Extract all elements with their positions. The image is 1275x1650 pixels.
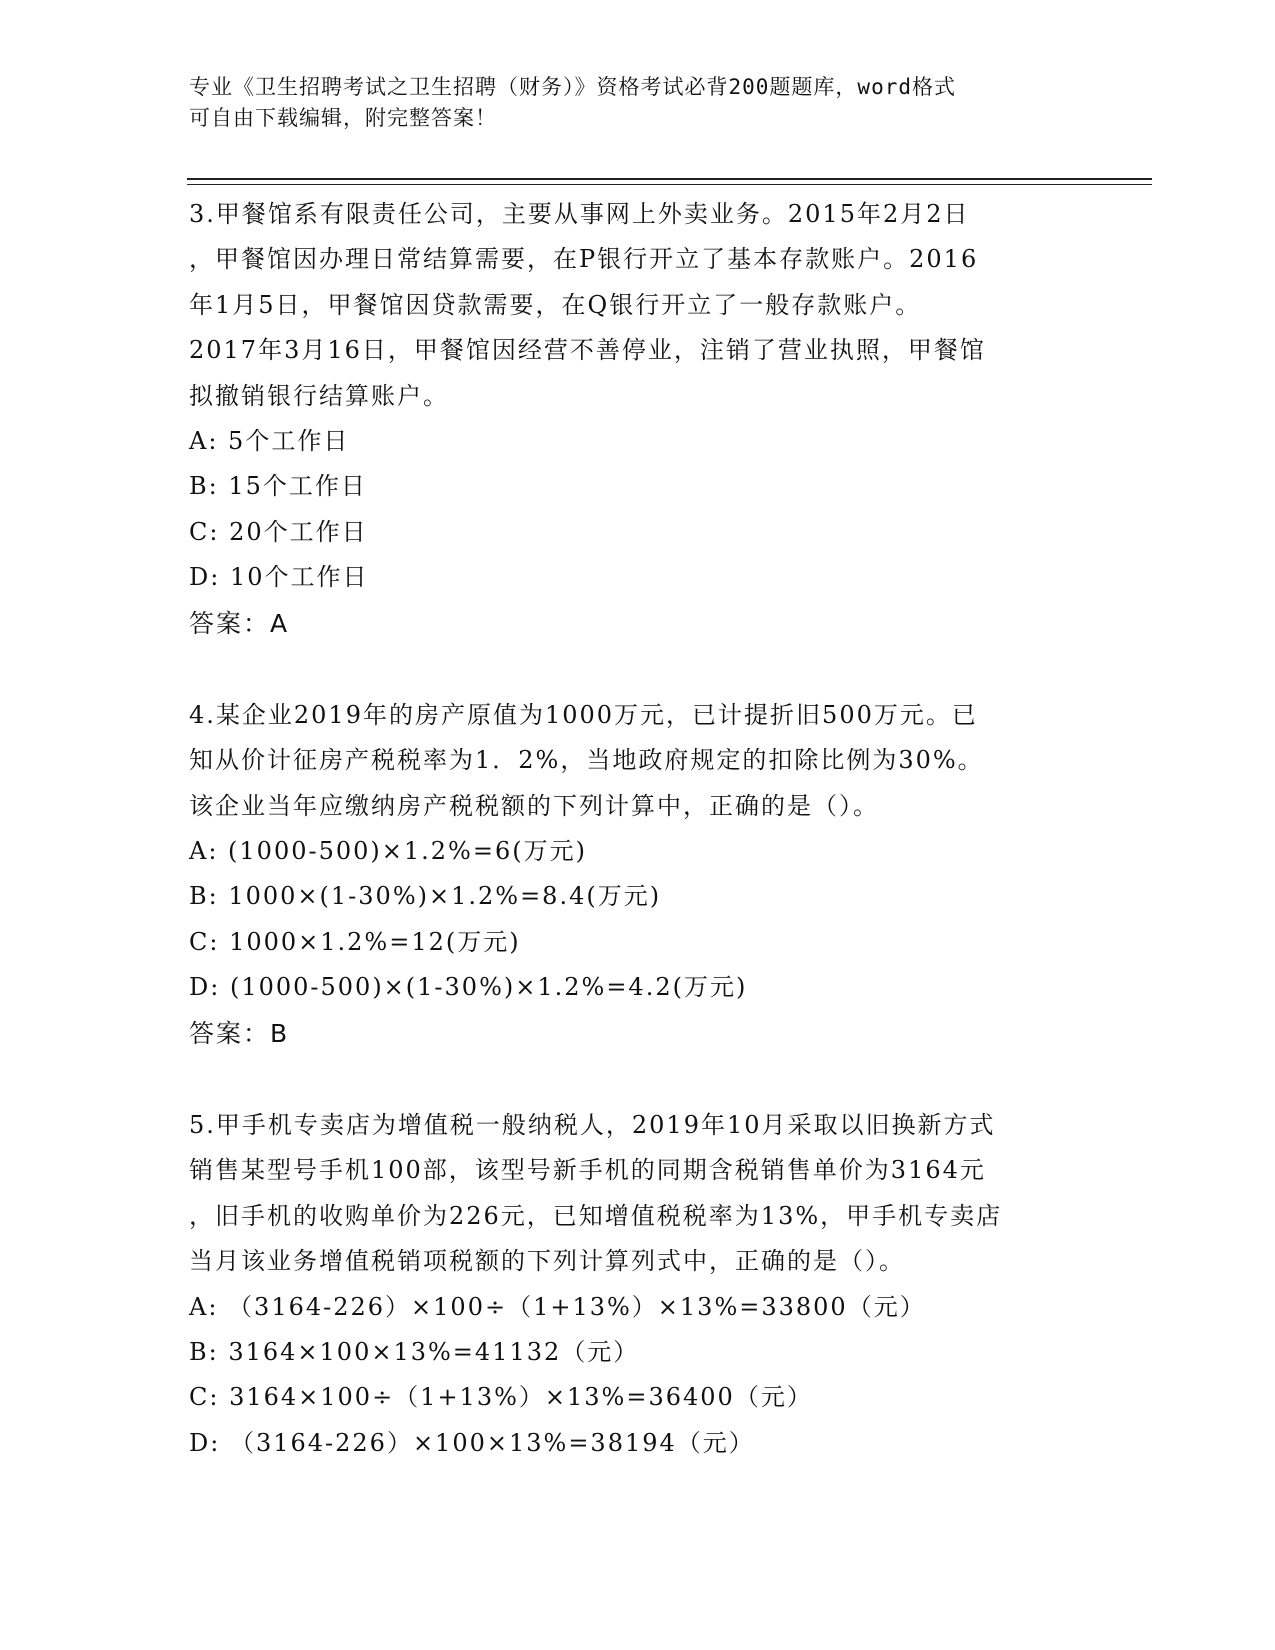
option-d: D: (1000-500)×(1-30%)×1.2%=4.2(万元) bbox=[189, 973, 748, 1002]
question-text-line: ，甲餐馆因办理日常结算需要，在P银行开立了基本存款账户。2016 bbox=[189, 245, 979, 274]
question-text-line: 年1月5日，甲餐馆因贷款需要，在Q银行开立了一般存款账户。 bbox=[189, 290, 922, 319]
option-a: A: 5个工作日 bbox=[189, 426, 350, 455]
option-b: B: 15个工作日 bbox=[189, 472, 367, 501]
option-c: C: 1000×1.2%=12(万元) bbox=[189, 927, 521, 956]
option-b: B: 1000×(1-30%)×1.2%=8.4(万元) bbox=[189, 882, 662, 911]
question-text-line: 知从价计征房产税税率为1．2%，当地政府规定的扣除比例为30%。 bbox=[189, 746, 984, 775]
option-d: D: （3164-226）×100×13%=38194（元） bbox=[189, 1428, 755, 1457]
question-spacer bbox=[189, 646, 1089, 693]
question-text-line: 销售某型号手机100部，该型号新手机的同期含税销售单价为3164元 bbox=[189, 1156, 986, 1185]
option-a: A: (1000-500)×1.2%=6(万元) bbox=[189, 837, 587, 866]
option-d: D: 10个工作日 bbox=[189, 563, 369, 592]
header-divider-thick bbox=[187, 178, 1152, 180]
question-text-line: 3.甲餐馆系有限责任公司，主要从事网上外卖业务。2015年2月2日 bbox=[189, 200, 970, 228]
question-text-line: 4.某企业2019年的房产原值为1000万元，已计提折旧500万元。已 bbox=[189, 700, 978, 729]
question-text-line: 该企业当年应缴纳房产税税额的下列计算中，正确的是（）。 bbox=[189, 791, 879, 820]
header-line-2: 可自由下载编辑，附完整答案！ bbox=[189, 106, 497, 130]
document-header bbox=[189, 72, 1069, 134]
question-list bbox=[189, 192, 1089, 1466]
question-text-line: 5.甲手机专卖店为增值税一般纳税人，2019年10月采取以旧换新方式 bbox=[189, 1111, 996, 1140]
option-c: C: 3164×100÷（1+13%）×13%=36400（元） bbox=[189, 1383, 813, 1412]
option-b: B: 3164×100×13%=41132（元） bbox=[189, 1337, 640, 1366]
option-a: A: （3164-226）×100÷（1+13%）×13%=33800（元） bbox=[189, 1292, 926, 1321]
question-text-line: 2017年3月16日，甲餐馆因经营不善停业，注销了营业执照，甲餐馆 bbox=[189, 336, 986, 365]
answer-label: 答案：A bbox=[189, 608, 290, 638]
question-text-line: ，旧手机的收购单价为226元，已知增值税税率为13%，甲手机专卖店 bbox=[189, 1201, 1003, 1230]
question-text-line: 当月该业务增值税销项税额的下列计算列式中，正确的是（）。 bbox=[189, 1247, 905, 1276]
header-divider-thin bbox=[187, 184, 1152, 185]
answer-label: 答案：B bbox=[189, 1018, 290, 1048]
header-line-1: 专业《卫生招聘考试之卫生招聘（财务）》资格考试必背200题题库，word格式 bbox=[189, 75, 956, 99]
question-4 bbox=[189, 693, 1089, 1056]
question-5 bbox=[189, 1103, 1089, 1466]
question-3 bbox=[189, 192, 1089, 646]
question-text-line: 拟撤销银行结算账户。 bbox=[189, 381, 449, 410]
option-c: C: 20个工作日 bbox=[189, 517, 368, 546]
question-spacer bbox=[189, 1056, 1089, 1103]
